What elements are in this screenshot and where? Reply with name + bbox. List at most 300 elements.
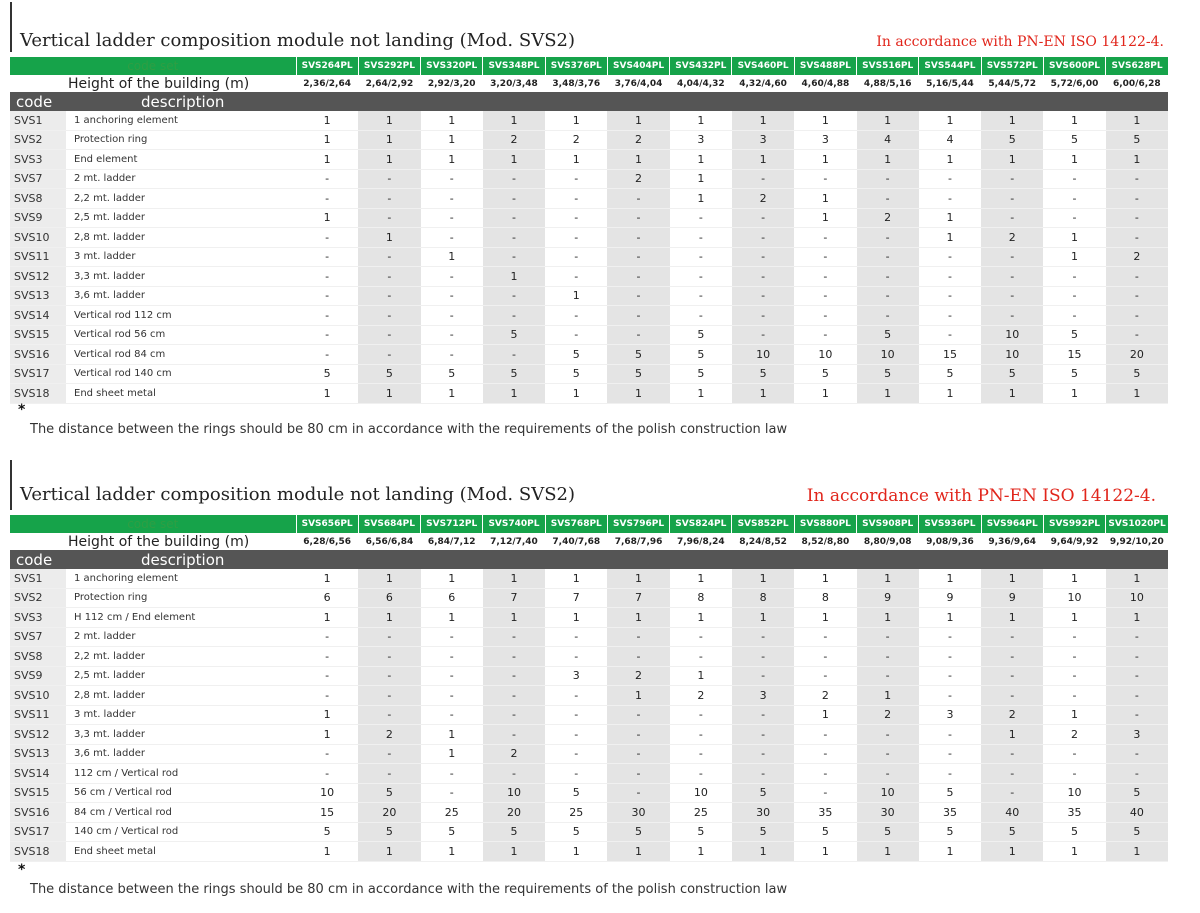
building-height-value: 3,20/3,48	[483, 75, 545, 92]
item-quantity: 1	[296, 705, 358, 725]
item-quantity: -	[670, 228, 732, 248]
item-quantity: -	[358, 267, 420, 287]
item-quantity: 5	[670, 325, 732, 345]
column-header-row	[10, 92, 1168, 111]
item-quantity: -	[421, 764, 483, 784]
item-code: SVS2	[10, 588, 66, 608]
table-row	[10, 306, 1168, 326]
item-quantity: 1	[607, 384, 669, 404]
item-quantity: 1	[794, 705, 856, 725]
item-quantity: -	[919, 306, 981, 326]
item-quantity: -	[607, 228, 669, 248]
table-row	[10, 364, 1168, 384]
item-quantity: -	[919, 686, 981, 706]
item-quantity: 1	[919, 208, 981, 228]
table-title: Vertical ladder composition module not landing (Mod. SVS2)	[20, 30, 576, 51]
item-quantity: 10	[483, 783, 545, 803]
item-quantity: 1	[358, 228, 420, 248]
item-code: SVS9	[10, 208, 66, 228]
item-code: SVS1	[10, 111, 66, 130]
item-quantity: 6	[421, 588, 483, 608]
set-code: SVS460PL	[732, 57, 794, 75]
item-quantity: 1	[483, 267, 545, 287]
item-quantity: 1	[545, 286, 607, 306]
item-quantity: 5	[1043, 822, 1105, 842]
item-quantity: 1	[1043, 608, 1105, 628]
item-quantity: 10	[1106, 588, 1168, 608]
set-code: SVS740PL	[483, 515, 545, 533]
item-quantity: -	[358, 169, 420, 189]
item-quantity: -	[857, 267, 919, 287]
item-quantity: -	[296, 228, 358, 248]
set-code: SVS852PL	[732, 515, 794, 533]
item-description: 2,8 mt. ladder	[66, 686, 296, 706]
item-quantity: 1	[1043, 150, 1105, 170]
item-quantity: 20	[1106, 345, 1168, 365]
item-quantity: 1	[483, 569, 545, 588]
item-description: Protection ring	[66, 588, 296, 608]
item-quantity: 1	[358, 111, 420, 130]
item-quantity: -	[545, 169, 607, 189]
item-description: End sheet metal	[66, 842, 296, 862]
item-quantity: -	[421, 647, 483, 667]
item-quantity: -	[732, 247, 794, 267]
item-quantity: -	[794, 267, 856, 287]
item-quantity: -	[607, 306, 669, 326]
item-quantity: 2	[607, 130, 669, 150]
item-quantity: -	[919, 666, 981, 686]
item-code: SVS11	[10, 247, 66, 267]
item-quantity: 3	[670, 130, 732, 150]
item-quantity: 25	[670, 803, 732, 823]
item-quantity: 5	[670, 364, 732, 384]
item-quantity: 10	[794, 345, 856, 365]
item-quantity: -	[981, 169, 1043, 189]
item-quantity: 5	[1106, 130, 1168, 150]
item-quantity: -	[296, 247, 358, 267]
item-quantity: -	[1106, 306, 1168, 326]
code-column-header: code	[10, 550, 66, 569]
item-quantity: 3	[732, 130, 794, 150]
item-quantity: 25	[421, 803, 483, 823]
item-quantity: 5	[857, 364, 919, 384]
item-quantity: -	[545, 325, 607, 345]
item-quantity: 1	[670, 569, 732, 588]
item-quantity: 1	[732, 111, 794, 130]
item-quantity: -	[296, 169, 358, 189]
table-row	[10, 725, 1168, 745]
item-quantity: -	[296, 189, 358, 209]
standard-note: In accordance with PN-EN ISO 14122-4.	[806, 486, 1156, 506]
item-quantity: -	[794, 764, 856, 784]
item-description: 2,8 mt. ladder	[66, 228, 296, 248]
building-height-value: 4,88/5,16	[857, 75, 919, 92]
footnote-text: The distance between the rings should be 80 cm in accordance with the requirements of the polish construction law	[30, 422, 788, 437]
item-quantity: -	[981, 267, 1043, 287]
item-quantity: 1	[483, 150, 545, 170]
item-quantity: -	[1043, 686, 1105, 706]
item-quantity: 5	[981, 822, 1043, 842]
item-quantity: -	[545, 647, 607, 667]
item-quantity: -	[545, 228, 607, 248]
item-quantity: -	[857, 228, 919, 248]
item-quantity: -	[1106, 286, 1168, 306]
item-quantity: 10	[981, 325, 1043, 345]
header-spacer	[296, 550, 1168, 569]
description-column-header: description	[66, 550, 296, 569]
item-quantity: -	[483, 228, 545, 248]
item-quantity: -	[732, 228, 794, 248]
set-code: SVS348PL	[483, 57, 545, 75]
item-quantity: 20	[483, 803, 545, 823]
item-quantity: -	[607, 208, 669, 228]
item-quantity: -	[421, 705, 483, 725]
item-quantity: 1	[607, 608, 669, 628]
item-quantity: -	[981, 208, 1043, 228]
building-height-value: 4,32/4,60	[732, 75, 794, 92]
item-code: SVS12	[10, 725, 66, 745]
item-quantity: 1	[483, 111, 545, 130]
item-quantity: -	[1043, 666, 1105, 686]
item-quantity: 1	[1043, 705, 1105, 725]
item-quantity: 1	[857, 608, 919, 628]
item-quantity: 1	[1106, 608, 1168, 628]
item-quantity: -	[732, 325, 794, 345]
building-height-value: 7,12/7,40	[483, 533, 545, 550]
item-quantity: 1	[732, 608, 794, 628]
item-quantity: -	[296, 267, 358, 287]
item-quantity: -	[919, 647, 981, 667]
item-quantity: -	[981, 744, 1043, 764]
item-quantity: -	[1106, 208, 1168, 228]
item-code: SVS10	[10, 686, 66, 706]
item-description: 2,2 mt. ladder	[66, 189, 296, 209]
item-quantity: -	[1043, 627, 1105, 647]
item-quantity: -	[483, 627, 545, 647]
item-quantity: -	[981, 783, 1043, 803]
item-quantity: 1	[794, 189, 856, 209]
item-quantity: -	[857, 306, 919, 326]
item-quantity: 2	[358, 725, 420, 745]
item-description: End element	[66, 150, 296, 170]
item-quantity: 1	[857, 569, 919, 588]
item-quantity: 2	[483, 130, 545, 150]
section-header	[10, 0, 1168, 57]
item-quantity: -	[857, 627, 919, 647]
item-quantity: -	[919, 169, 981, 189]
item-quantity: -	[981, 189, 1043, 209]
footnote-marker: *	[18, 402, 26, 418]
item-quantity: 8	[794, 588, 856, 608]
item-quantity: 1	[1106, 569, 1168, 588]
item-quantity: 5	[919, 822, 981, 842]
item-code: SVS1	[10, 569, 66, 588]
table-row	[10, 345, 1168, 365]
footnote-marker: *	[18, 862, 26, 878]
item-quantity: -	[1043, 647, 1105, 667]
set-code: SVS628PL	[1106, 57, 1168, 75]
item-quantity: 1	[296, 130, 358, 150]
item-quantity: -	[1106, 228, 1168, 248]
item-quantity: -	[1106, 666, 1168, 686]
item-quantity: 1	[919, 842, 981, 862]
item-description: 2,2 mt. ladder	[66, 647, 296, 667]
item-quantity: -	[670, 764, 732, 784]
item-quantity: -	[732, 666, 794, 686]
item-quantity: 1	[857, 842, 919, 862]
item-quantity: -	[607, 764, 669, 784]
item-description: Protection ring	[66, 130, 296, 150]
item-quantity: 5	[1106, 364, 1168, 384]
item-quantity: -	[794, 783, 856, 803]
item-quantity: 10	[1043, 783, 1105, 803]
title-divider	[10, 2, 12, 52]
item-quantity: 5	[545, 345, 607, 365]
item-quantity: -	[732, 286, 794, 306]
item-quantity: 35	[1043, 803, 1105, 823]
item-quantity: 1	[1106, 150, 1168, 170]
item-quantity: 1	[981, 842, 1043, 862]
item-code: SVS7	[10, 169, 66, 189]
item-quantity: 1	[670, 169, 732, 189]
item-code: SVS8	[10, 189, 66, 209]
set-code: SVS600PL	[1043, 57, 1105, 75]
set-code: SVS376PL	[545, 57, 607, 75]
item-code: SVS16	[10, 345, 66, 365]
item-quantity: 1	[1043, 569, 1105, 588]
item-quantity: 5	[421, 822, 483, 842]
item-quantity: -	[919, 189, 981, 209]
item-quantity: 10	[732, 345, 794, 365]
item-description: 3 mt. ladder	[66, 247, 296, 267]
item-quantity: 1	[1043, 228, 1105, 248]
item-quantity: -	[421, 345, 483, 365]
item-quantity: -	[1043, 189, 1105, 209]
table-row	[10, 189, 1168, 209]
set-code: SVS768PL	[545, 515, 607, 533]
item-description: 2 mt. ladder	[66, 169, 296, 189]
item-quantity: -	[296, 627, 358, 647]
item-quantity: 10	[981, 345, 1043, 365]
item-quantity: -	[919, 267, 981, 287]
item-quantity: 2	[545, 130, 607, 150]
item-quantity: 2	[794, 686, 856, 706]
set-code: SVS936PL	[919, 515, 981, 533]
item-quantity: -	[296, 286, 358, 306]
building-height-value: 2,36/2,64	[296, 75, 358, 92]
item-quantity: 1	[545, 842, 607, 862]
set-code: SVS572PL	[981, 57, 1043, 75]
set-code: SVS992PL	[1043, 515, 1105, 533]
item-quantity: -	[483, 247, 545, 267]
building-height-value: 6,56/6,84	[358, 533, 420, 550]
item-quantity: -	[607, 247, 669, 267]
item-quantity: 2	[981, 705, 1043, 725]
item-quantity: 5	[607, 822, 669, 842]
item-quantity: 1	[919, 150, 981, 170]
item-quantity: 30	[732, 803, 794, 823]
item-quantity: 1	[421, 744, 483, 764]
item-quantity: 5	[421, 364, 483, 384]
item-code: SVS9	[10, 666, 66, 686]
item-quantity: -	[545, 247, 607, 267]
item-quantity: -	[358, 208, 420, 228]
set-code: SVS292PL	[358, 57, 420, 75]
item-quantity: -	[421, 783, 483, 803]
table-row	[10, 764, 1168, 784]
item-quantity: 1	[421, 725, 483, 745]
item-quantity: 1	[670, 666, 732, 686]
item-code: SVS18	[10, 384, 66, 404]
building-height-value: 6,84/7,12	[421, 533, 483, 550]
item-code: SVS15	[10, 325, 66, 345]
item-quantity: 5	[857, 822, 919, 842]
item-quantity: -	[358, 325, 420, 345]
set-code: SVS964PL	[981, 515, 1043, 533]
item-description: 2,5 mt. ladder	[66, 208, 296, 228]
item-quantity: 1	[857, 150, 919, 170]
item-quantity: -	[1106, 325, 1168, 345]
item-quantity: 1	[732, 384, 794, 404]
item-quantity: 1	[421, 842, 483, 862]
item-quantity: 10	[1043, 588, 1105, 608]
item-quantity: -	[296, 325, 358, 345]
item-quantity: -	[1106, 647, 1168, 667]
item-quantity: 30	[857, 803, 919, 823]
item-quantity: 5	[981, 364, 1043, 384]
item-quantity: 5	[794, 822, 856, 842]
item-quantity: 1	[545, 384, 607, 404]
item-quantity: -	[358, 247, 420, 267]
item-quantity: 1	[794, 842, 856, 862]
item-description: 3,6 mt. ladder	[66, 286, 296, 306]
item-quantity: 5	[732, 822, 794, 842]
code-set-row	[10, 57, 1168, 75]
item-quantity: -	[1043, 306, 1105, 326]
item-quantity: -	[296, 686, 358, 706]
item-quantity: -	[358, 627, 420, 647]
item-quantity: 1	[607, 842, 669, 862]
item-quantity: 9	[857, 588, 919, 608]
table-row	[10, 647, 1168, 667]
item-quantity: -	[421, 189, 483, 209]
composition-section-2	[10, 458, 1168, 897]
item-quantity: -	[607, 189, 669, 209]
item-quantity: -	[483, 189, 545, 209]
item-quantity: 9	[919, 588, 981, 608]
item-quantity: 2	[857, 208, 919, 228]
item-quantity: 1	[1106, 384, 1168, 404]
item-quantity: 1	[483, 608, 545, 628]
item-quantity: -	[296, 647, 358, 667]
item-quantity: 8	[670, 588, 732, 608]
building-height-value: 5,72/6,00	[1043, 75, 1105, 92]
item-quantity: 1	[296, 569, 358, 588]
item-quantity: -	[794, 169, 856, 189]
item-description: Vertical rod 140 cm	[66, 364, 296, 384]
item-description: H 112 cm / End element	[66, 608, 296, 628]
composition-table	[10, 57, 1168, 404]
item-quantity: 1	[670, 384, 732, 404]
item-code: SVS7	[10, 627, 66, 647]
item-quantity: -	[857, 725, 919, 745]
item-quantity: -	[358, 764, 420, 784]
item-description: 1 anchoring element	[66, 111, 296, 130]
item-quantity: 1	[607, 111, 669, 130]
table-row	[10, 286, 1168, 306]
item-code: SVS13	[10, 286, 66, 306]
item-description: 3,6 mt. ladder	[66, 744, 296, 764]
item-quantity: 1	[670, 842, 732, 862]
item-quantity: -	[732, 267, 794, 287]
item-code: SVS3	[10, 608, 66, 628]
item-quantity: -	[1106, 686, 1168, 706]
item-quantity: -	[1106, 267, 1168, 287]
item-quantity: 5	[358, 364, 420, 384]
item-quantity: 8	[732, 588, 794, 608]
standard-note: In accordance with PN-EN ISO 14122-4.	[876, 34, 1164, 50]
item-quantity: -	[670, 705, 732, 725]
building-height-value: 8,24/8,52	[732, 533, 794, 550]
item-quantity: -	[483, 208, 545, 228]
item-quantity: -	[1043, 267, 1105, 287]
item-quantity: 1	[358, 130, 420, 150]
item-quantity: -	[545, 627, 607, 647]
item-quantity: -	[545, 267, 607, 287]
item-quantity: -	[794, 228, 856, 248]
item-quantity: 9	[981, 588, 1043, 608]
item-quantity: 30	[607, 803, 669, 823]
item-quantity: 4	[857, 130, 919, 150]
item-quantity: 3	[919, 705, 981, 725]
item-quantity: 20	[358, 803, 420, 823]
item-quantity: 1	[1043, 111, 1105, 130]
item-quantity: -	[919, 627, 981, 647]
item-quantity: 5	[919, 364, 981, 384]
item-quantity: -	[1106, 764, 1168, 784]
building-height-value: 9,36/9,64	[981, 533, 1043, 550]
item-quantity: 1	[607, 569, 669, 588]
item-quantity: 3	[732, 686, 794, 706]
table-row	[10, 150, 1168, 170]
item-quantity: 1	[857, 111, 919, 130]
set-code: SVS516PL	[857, 57, 919, 75]
set-code: SVS404PL	[607, 57, 669, 75]
footnote-text: The distance between the rings should be 80 cm in accordance with the requirements of the polish construction law	[30, 882, 788, 897]
item-quantity: -	[421, 169, 483, 189]
item-quantity: -	[358, 744, 420, 764]
building-height-value: 7,96/8,24	[670, 533, 732, 550]
item-quantity: 1	[358, 842, 420, 862]
item-quantity: -	[607, 267, 669, 287]
set-code: SVS656PL	[296, 515, 358, 533]
composition-section-1	[10, 0, 1168, 437]
item-quantity: 1	[981, 111, 1043, 130]
item-code: SVS17	[10, 822, 66, 842]
item-quantity: -	[670, 647, 732, 667]
table-row	[10, 384, 1168, 404]
item-quantity: -	[607, 286, 669, 306]
item-quantity: -	[358, 686, 420, 706]
item-quantity: 5	[1106, 783, 1168, 803]
item-quantity: 1	[545, 569, 607, 588]
item-quantity: -	[607, 325, 669, 345]
item-quantity: -	[919, 247, 981, 267]
item-quantity: -	[670, 627, 732, 647]
item-description: 112 cm / Vertical rod	[66, 764, 296, 784]
building-height-value: 2,64/2,92	[358, 75, 420, 92]
item-quantity: 1	[919, 569, 981, 588]
